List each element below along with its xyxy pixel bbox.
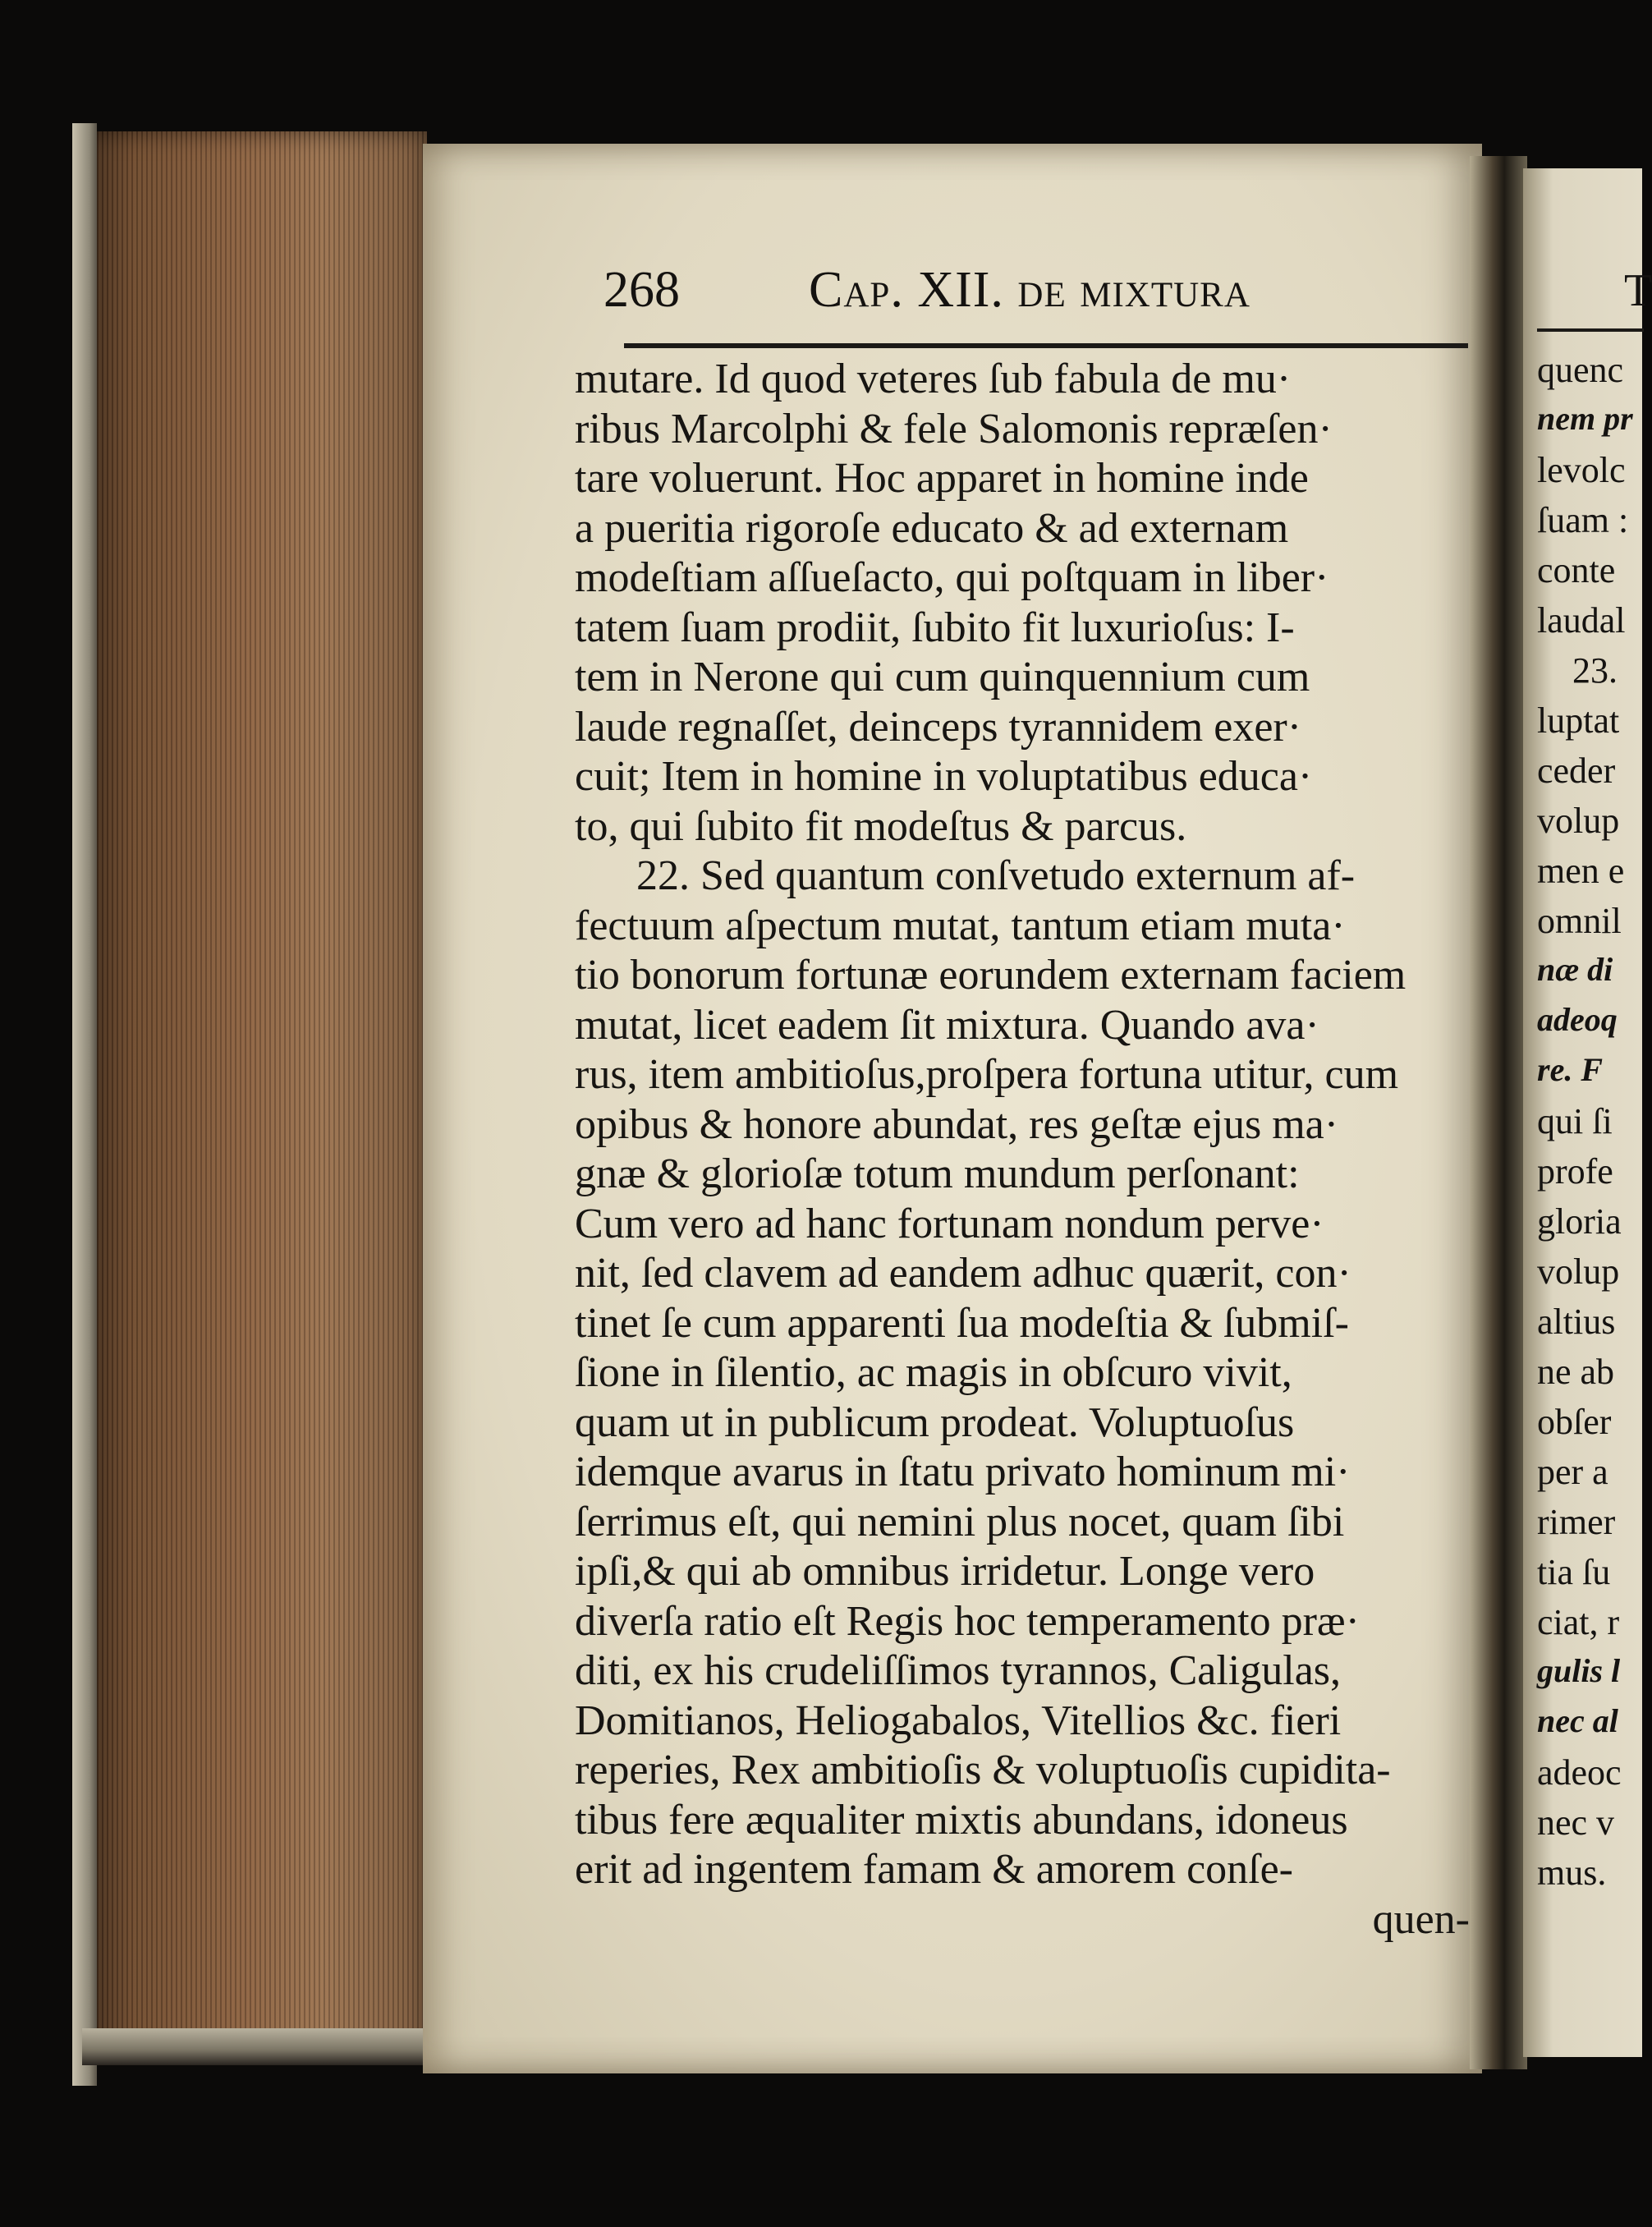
right-page-line: volup bbox=[1537, 1251, 1620, 1292]
text-line: tio bonorum fortunæ eorundem externam faciem bbox=[575, 952, 1406, 999]
right-page-line: altius bbox=[1537, 1302, 1616, 1342]
right-page-line: luptat bbox=[1537, 700, 1620, 741]
text-line: ſione in ſilentio, ac magis in obſcuro vivit, bbox=[575, 1349, 1292, 1396]
right-page-line: 23. bbox=[1572, 650, 1618, 691]
right-page-line: quenc bbox=[1537, 350, 1624, 390]
page-edges bbox=[82, 131, 427, 2061]
text-line: fectuum aſpectum mutat, tantum etiam muta· bbox=[575, 902, 1346, 949]
right-page-line: tia ſu bbox=[1537, 1552, 1611, 1592]
text-line: diti, ex his crudeliſſimos tyrannos, Caligulas, bbox=[575, 1647, 1342, 1694]
text-line: tibus fere æqualiter mixtis abundans, idoneus bbox=[575, 1796, 1348, 1844]
right-page-line: volup bbox=[1537, 801, 1620, 841]
right-page-line: adeoq bbox=[1537, 1001, 1618, 1038]
text-line: quam ut in publicum prodeat. Voluptuoſus bbox=[575, 1398, 1295, 1446]
text-line: nit, ſed clavem ad eandem adhuc quærit, con· bbox=[575, 1250, 1351, 1297]
right-page-line: levolc bbox=[1537, 450, 1626, 490]
text-line: rus, item ambitioſus,proſpera fortuna utitur, cum bbox=[575, 1051, 1399, 1098]
book-cover bbox=[72, 123, 97, 2086]
text-line: laude regnaſſet, deinceps tyrannidem exer· bbox=[575, 703, 1302, 751]
right-page-line: næ di bbox=[1537, 951, 1613, 988]
text-line: mutat, licet eadem ſit mixtura. Quando ava· bbox=[575, 1001, 1319, 1049]
right-page-line: conte bbox=[1537, 550, 1616, 590]
right-page-line: nec v bbox=[1537, 1802, 1615, 1843]
text-line: 22. Sed quantum conſvetudo externum af- bbox=[636, 852, 1356, 899]
right-page-line: ſuam : bbox=[1537, 500, 1629, 540]
right-page-line: qui ſi bbox=[1537, 1101, 1613, 1141]
text-line: gnæ & glorioſæ totum mundum perſonant: bbox=[575, 1150, 1300, 1197]
right-page-line: ne ab bbox=[1537, 1352, 1615, 1392]
right-page-line: rimer bbox=[1537, 1502, 1616, 1542]
right-page-line: nec al bbox=[1537, 1702, 1618, 1739]
right-page-line: adeoc bbox=[1537, 1752, 1622, 1793]
text-line: tinet ſe cum apparenti ſua modeſtia & ſubmiſ- bbox=[575, 1299, 1349, 1347]
right-page-line: ciat, r bbox=[1537, 1602, 1620, 1642]
page-number: 268 bbox=[603, 262, 680, 318]
text-line: tatem ſuam prodiit, ſubito fit luxurioſus: I- bbox=[575, 604, 1295, 651]
text-line: Domitianos, Heliogabalos, Vitellios &c. fieri bbox=[575, 1697, 1342, 1744]
text-line: mutare. Id quod veteres ſub fabula de mu· bbox=[575, 356, 1292, 402]
text-line: erit ad ingentem famam & amorem conſe- bbox=[575, 1846, 1293, 1893]
right-page-line: gulis l bbox=[1537, 1652, 1621, 1689]
right-page-header: T bbox=[1624, 265, 1652, 316]
right-page-line: laudal bbox=[1537, 600, 1626, 641]
text-line: reperies, Rex ambitioſis & voluptuoſis cupidita- bbox=[575, 1747, 1391, 1793]
text-line: tare voluerunt. Hoc apparet in homine inde bbox=[575, 455, 1309, 502]
text-line: opibus & honore abundat, res geſtæ ejus ma· bbox=[575, 1100, 1339, 1148]
right-page-line: men e bbox=[1537, 851, 1625, 891]
text-line: Cum vero ad hanc fortunam nondum perve· bbox=[575, 1200, 1324, 1247]
right-page-line: mus. bbox=[1537, 1853, 1607, 1893]
right-page-line: re. F bbox=[1537, 1051, 1603, 1088]
running-title: Cap. XII. de mixtura bbox=[809, 262, 1250, 318]
text-line: a pueritia rigoroſe educato & ad externam bbox=[575, 504, 1289, 552]
right-page-line: profe bbox=[1537, 1151, 1613, 1192]
right-page-line: omnil bbox=[1537, 901, 1622, 941]
right-page-rule bbox=[1537, 328, 1644, 332]
text-line: modeſtiam aſſueſacto, qui poſtquam in liber· bbox=[575, 554, 1329, 601]
right-page-line: obſer bbox=[1537, 1402, 1612, 1442]
text-line: ſerrimus eſt, qui nemini plus nocet, quam ſibi bbox=[575, 1498, 1345, 1545]
catchword: quen- bbox=[1372, 1895, 1470, 1943]
right-page-line: gloria bbox=[1537, 1201, 1622, 1242]
text-line: to, qui ſubito fit modeſtus & parcus. bbox=[575, 802, 1187, 850]
text-line: idemque avarus in ſtatu privato hominum mi· bbox=[575, 1449, 1351, 1495]
right-page-line: ceder bbox=[1537, 751, 1616, 791]
text-line: ribus Marcolphi & fele Salomonis repræſen· bbox=[575, 405, 1333, 452]
text-line: diverſa ratio eſt Regis hoc temperamento præ· bbox=[575, 1597, 1360, 1645]
header-rule bbox=[624, 343, 1468, 348]
text-line: ipſi,& qui ab omnibus irridetur. Longe vero bbox=[575, 1548, 1315, 1595]
right-page-line: per a bbox=[1537, 1452, 1608, 1492]
text-line: tem in Nerone qui cum quinquennium cum bbox=[575, 654, 1310, 700]
book-gutter bbox=[1470, 156, 1527, 2069]
body-text bbox=[575, 355, 1478, 1945]
right-page-line: nem pr bbox=[1537, 400, 1633, 437]
text-line: cuit; Item in homine in voluptatibus educa· bbox=[575, 753, 1313, 800]
